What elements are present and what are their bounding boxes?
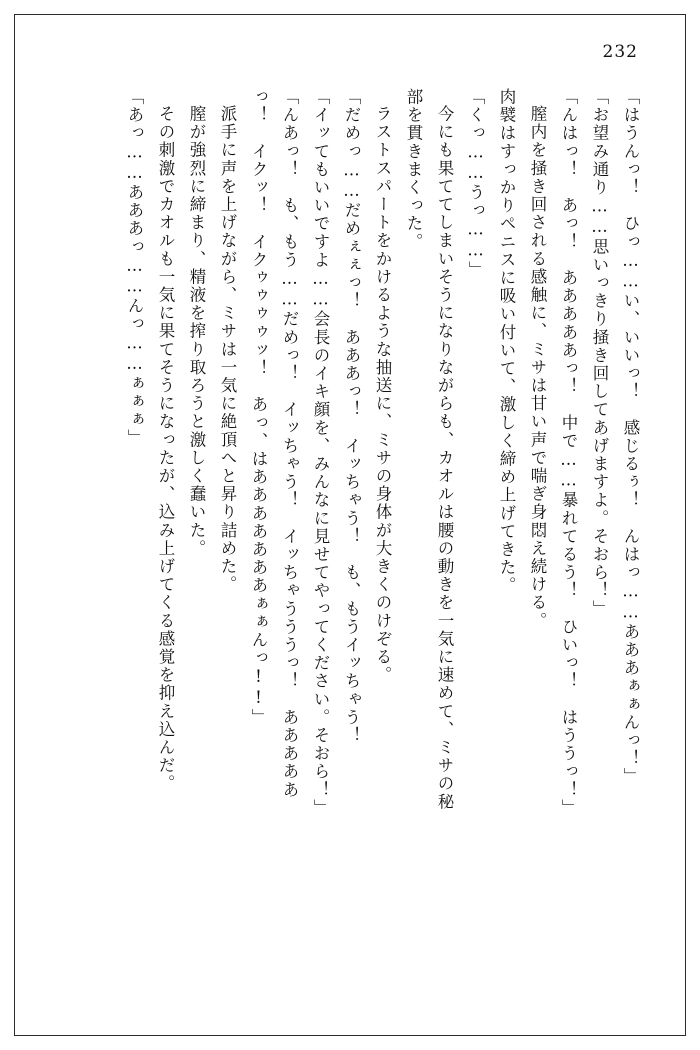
text-line: 肉襞はすっかりペニスに吸い付いて、激しく締め上げてきた。 xyxy=(497,88,516,595)
text-line: 「だめっ……だめぇぇっ！ あああっ！ イッちゃう！ も、もうイッちゃう！ xyxy=(342,88,361,745)
text-line: 部を貫きまくった。 xyxy=(404,88,423,251)
text-line: 「イッてもいいですよ……会長のイキ顔を、みんなに見せてやってください。そおら！」 xyxy=(311,88,330,817)
vertical-text-block xyxy=(60,88,638,988)
text-line: 膣が強烈に締まり、精液を搾り取ろうと激しく蠢いた。 xyxy=(187,105,206,558)
text-line: 「くっ……うっ……」 xyxy=(466,88,485,279)
text-line: 「んあっ！ も、もう……だめっ！ イッちゃう！ イッちゃうううっ！ あああああ xyxy=(280,88,299,799)
page-number: 232 xyxy=(602,42,638,62)
text-line: ラストスパートをかけるような抽送に、ミサの身体が大きくのけぞる。 xyxy=(373,105,392,685)
text-line: 「あっ……あああっ……んっ……ぁぁぁ」 xyxy=(125,88,144,447)
text-line: 「お望み通り……思いっきり掻き回してあげますよ。そおら！」 xyxy=(590,88,609,618)
text-line: その刺激でカオルも一気に果てそうになったが、込み上げてくる感覚を抑え込んだ。 xyxy=(156,105,175,793)
text-line: 「んはっ！ あっ！ あああああっ！ 中で……暴れてるう！ ひいっ！ はううっ！」 xyxy=(559,88,578,817)
text-line: 膣内を掻き回される感触に、ミサは甘い声で喘ぎ身悶え続ける。 xyxy=(528,105,547,630)
text-line: 「はうんっ！ ひっ……い、いいっ！ 感じるぅ！ んはっ……あああぁぁんっ！」 xyxy=(621,88,640,786)
text-line: 派手に声を上げながら、ミサは一気に絶頂へと昇り詰めた。 xyxy=(218,105,237,594)
text-line: っ！ イクッ！ イクゥゥゥゥッ！ あっ、はあああああああぁぁんっ!!」 xyxy=(249,88,268,727)
text-line: 今にも果ててしまいそうになりながらも、カオルは腰の動きを一気に速めて、ミサの秘 xyxy=(435,105,454,811)
